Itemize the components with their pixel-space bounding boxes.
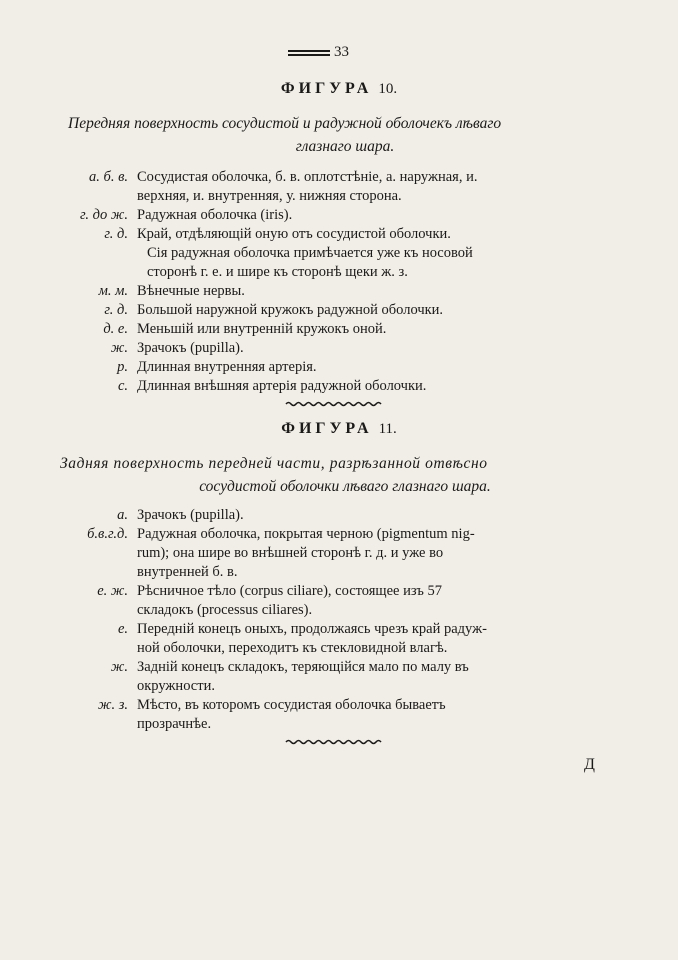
figure-11-number: 11.	[378, 421, 397, 437]
entry-text: Длинная внѣшняя артерія радужной оболочки.	[137, 378, 427, 394]
entry-text: Передній конецъ оныхъ, продолжаясь чрезъ край радуж-	[137, 621, 487, 637]
entry-text: Большой наружной кружокъ радужной оболочки.	[137, 302, 444, 318]
entry-text: верхняя, и. внутренняя, у. нижняя сторона.	[137, 188, 402, 204]
entry-label: г. д.	[104, 226, 128, 242]
entry-text: Меньшій или внутренній кружокъ оной.	[137, 321, 387, 337]
entry-label: ж. з.	[97, 697, 128, 713]
catchword: Д	[584, 756, 595, 773]
entry-label: а.	[117, 507, 128, 523]
entry-text: Радужная оболочка, покрытая черною (pigmentum nig-	[137, 526, 475, 542]
wavy-separator	[284, 738, 384, 746]
entry-text: rum); она шире во внѣшней сторонѣ г. д. и уже во	[137, 545, 444, 561]
entry-label: ж.	[110, 340, 128, 356]
entry-text: прозрачнѣе.	[137, 716, 212, 732]
entry-text: окружности.	[137, 678, 215, 694]
entry-text: Сосудистая оболочка, б. в. оплотстѣніе, а. наружная, и.	[137, 169, 478, 185]
entry-label: г. д.	[104, 302, 128, 318]
entry-label: д. е.	[103, 321, 128, 337]
entry-text: внутренней б. в.	[137, 564, 238, 580]
wavy-separator	[284, 400, 384, 408]
entry-text: Сія радужная оболочка примѣчается уже къ носовой	[147, 245, 473, 261]
entry-text: Зрачокъ (pupilla).	[137, 507, 244, 523]
entry-text: Мѣсто, въ которомъ сосудистая оболочка бываетъ	[137, 697, 446, 713]
figure-10-heading: ФИГУРА	[280, 80, 373, 97]
entry-label: с.	[117, 378, 128, 394]
caption-line: Передняя поверхность сосудистой и радужной оболочекъ лѣваго	[68, 115, 502, 132]
entry-text: Радужная оболочка (iris).	[137, 207, 293, 223]
entry-text: Зрачокъ (pupilla).	[137, 340, 244, 356]
caption-line: Задняя поверхность передней части, разрѣзанной отвѣсно	[60, 455, 488, 472]
entry-text: Задній конецъ складокъ, теряющійся мало по малу въ	[137, 659, 469, 675]
caption-line: сосудистой оболочки лѣваго глазнаго шара.	[199, 478, 491, 495]
entry-label: м. м.	[98, 283, 128, 299]
entry-label: а. б. в.	[89, 169, 128, 185]
entry-text: Рѣсничное тѣло (corpus ciliare), состоящее изъ 57	[137, 583, 442, 599]
entry-label: ж.	[110, 659, 128, 675]
entry-label: б.в.г.д.	[87, 526, 128, 542]
caption-line: глазнаго шара.	[295, 138, 395, 155]
figure-11-title	[0, 420, 678, 438]
entry-text: Вѣнечные нервы.	[137, 283, 245, 299]
entry-text: ной оболочки, переходитъ къ стекловидной влагѣ.	[137, 640, 448, 656]
figure-10-caption	[60, 112, 630, 158]
entry-label: е.	[117, 621, 128, 637]
header-rule	[288, 50, 330, 56]
entry-label: г. до ж.	[79, 207, 128, 223]
entry-label: р.	[117, 359, 128, 375]
entry-label: е. ж.	[97, 583, 128, 599]
entry-text: Длинная внутренняя артерія.	[137, 359, 317, 375]
figure-10-number: 10.	[378, 81, 398, 97]
figure-11-heading: ФИГУРА	[281, 420, 373, 437]
entry-text: сторонѣ г. е. и шире къ сторонѣ щеки ж. з.	[147, 264, 408, 280]
figure-10-title	[0, 80, 678, 98]
figure-11-caption	[60, 452, 630, 498]
entry-text: складокъ (processus ciliares).	[137, 602, 313, 618]
page-number: 33	[334, 44, 349, 60]
entry-text: Край, отдѣляющій оную отъ сосудистой оболочки.	[137, 226, 451, 242]
